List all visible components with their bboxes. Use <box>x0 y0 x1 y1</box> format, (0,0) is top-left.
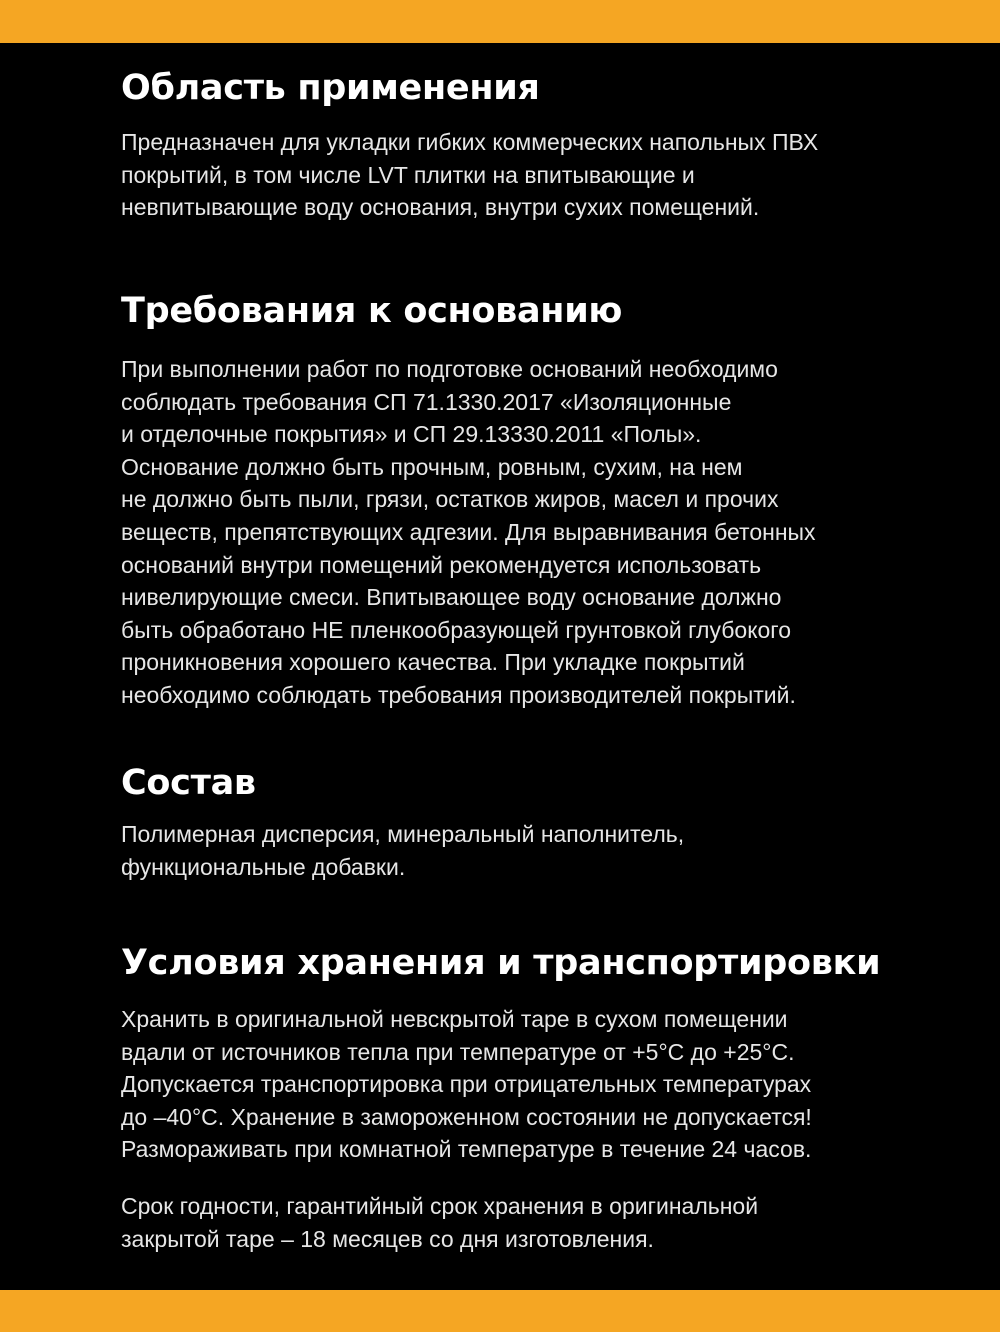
text-line: проникновения хорошего качества. При укладке покрытий <box>121 649 745 676</box>
section-title-substrate: Требования к основанию <box>121 291 623 331</box>
text-line: Размораживать при комнатной температуре в течение 24 часов. <box>121 1136 812 1163</box>
text-line: функциональные добавки. <box>121 853 406 880</box>
text-line: закрытой таре – 18 месяцев со дня изготовления. <box>121 1225 654 1252</box>
text-line: вдали от источников тепла при температуре от +5°С до +25°С. <box>121 1038 795 1065</box>
section-title-composition: Состав <box>121 763 256 803</box>
section-text-substrate <box>121 353 816 712</box>
text-line: Хранить в оригинальной невскрытой таре в сухом помещении <box>121 1006 788 1032</box>
content-panel <box>0 43 1000 1290</box>
text-line: не должно быть пыли, грязи, остатков жиров, масел и прочих <box>121 486 779 513</box>
text-line: невпитывающие воду основания, внутри сухих помещений. <box>121 194 760 221</box>
text-line: нивелирующие смеси. Впитывающее воду основание должно <box>121 584 782 611</box>
text-line: до –40°С. Хранение в замороженном состоянии не допускается! <box>121 1103 812 1130</box>
text-line: Срок годности, гарантийный срок хранения в оригинальной <box>121 1193 759 1219</box>
text-line: Полимерная дисперсия, минеральный наполнитель, <box>121 821 685 847</box>
text-line: оснований внутри помещений рекомендуется использовать <box>121 551 762 578</box>
text-line: и отделочные покрытия» и СП 29.13330.2011 «Полы». <box>121 421 702 448</box>
text-line: соблюдать требования СП 71.1330.2017 «Изоляционные <box>121 388 732 415</box>
section-title-storage: Условия хранения и транспортировки <box>121 943 881 983</box>
text-line: покрытий, в том числе LVT плитки на впитывающие и <box>121 161 695 188</box>
shelf-life-note <box>121 1190 758 1255</box>
section-text-storage <box>121 1003 812 1166</box>
section-title-application: Область применения <box>121 68 540 108</box>
text-line: веществ, препятствующих адгезии. Для выравнивания бетонных <box>121 518 816 545</box>
text-line: Предназначен для укладки гибких коммерческих напольных ПВХ <box>121 129 819 155</box>
text-line: необходимо соблюдать требования производителей покрытий. <box>121 681 796 708</box>
section-text-composition <box>121 818 684 883</box>
section-text-application <box>121 126 818 224</box>
text-line: Допускается транспортировка при отрицательных температурах <box>121 1071 812 1098</box>
text-line: Основание должно быть прочным, ровным, сухим, на нем <box>121 453 743 480</box>
text-line: При выполнении работ по подготовке оснований необходимо <box>121 356 778 382</box>
text-line: быть обработано НЕ пленкообразующей грунтовкой глубокого <box>121 616 791 643</box>
